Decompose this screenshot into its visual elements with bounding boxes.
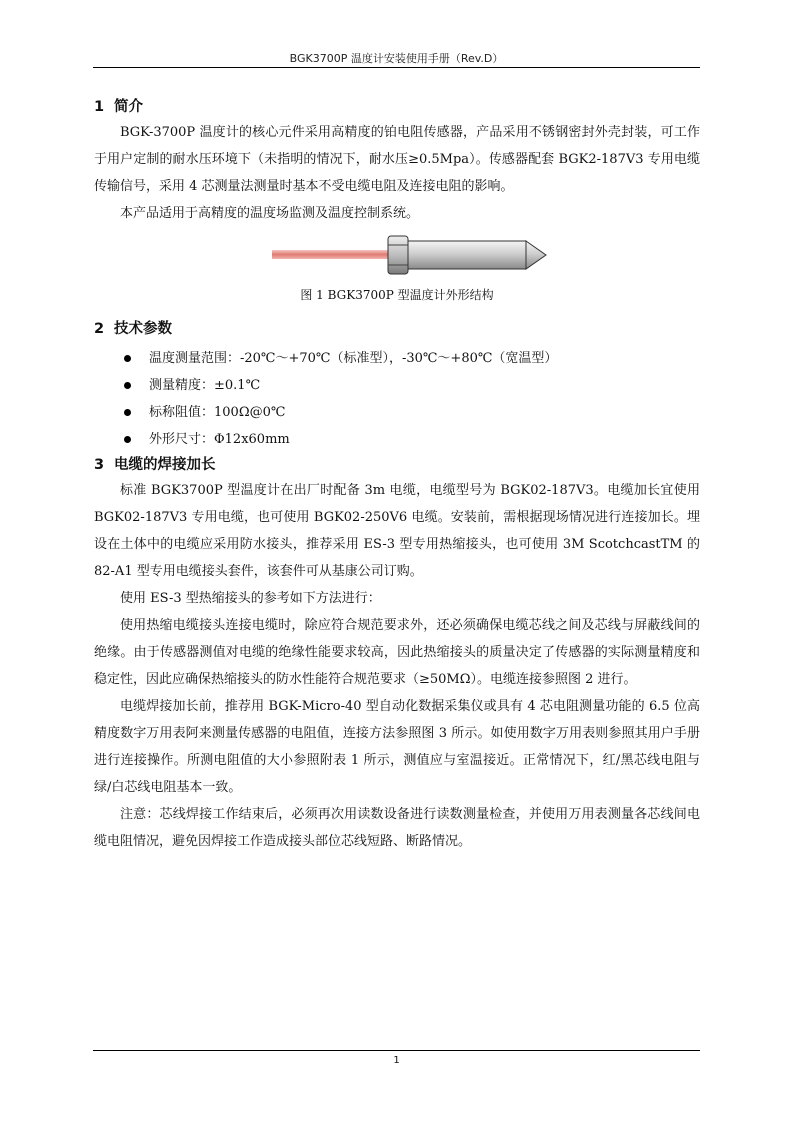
- spec-text: 温度测量范围：-20℃～+70℃（标准型），-30℃～+80℃（宽温型）: [149, 351, 558, 366]
- bullet-icon: [124, 382, 131, 389]
- specs-list: [94, 345, 700, 453]
- spec-text: 标称阻值：100Ω@0℃: [149, 405, 286, 420]
- section-title: 简介: [114, 99, 143, 115]
- footer-rule: [93, 1050, 700, 1051]
- section-number: 3: [94, 457, 105, 473]
- document-body: [94, 95, 700, 855]
- bullet-icon: [124, 436, 131, 443]
- section-heading-intro: [94, 95, 700, 119]
- section-title: 电缆的焊接加长: [114, 457, 216, 473]
- spec-text: 测量精度：±0.1℃: [149, 378, 261, 393]
- section-heading-specs: [94, 317, 700, 341]
- cable-shape: [272, 250, 388, 259]
- cable-paragraph-2: 使用 ES-3 型热缩接头的参考如下方法进行：: [120, 591, 381, 606]
- page-number: 1: [393, 1055, 400, 1066]
- cable-paragraph-3: 使用热缩电缆接头连接电缆时，除应符合规范要求外，还必须确保电缆芯线之间及芯线与屏蔽线间的绝缘。由于传感器测值对电缆的绝缘性能要求较高，因此热缩接头的质量决定了传感器的实际测量精度和稳定性，因此应确保热缩接头的防水性能符合规范要求（≥50MΩ）。电缆连接参照图 2 进行。: [94, 618, 700, 687]
- section-title: 技术参数: [114, 321, 172, 337]
- figure-1: [94, 231, 700, 279]
- intro-paragraph-2: 本产品适用于高精度的温度场监测及温度控制系统。: [120, 206, 420, 221]
- list-item: [94, 345, 700, 372]
- list-item: [94, 426, 700, 453]
- cable-paragraph-1: 标准 BGK3700P 型温度计在出厂时配备 3m 电缆，电缆型号为 BGK02-187V3。电缆加长宜使用 BGK02-187V3 专用电缆，也可使用 BGK02-250V6 电缆。安装前，需根据现场情况进行连接加长。埋设在土体中的电缆应采用防水接头，推荐采用 ES-3 型专用热缩接头，也可使用 3M ScotchcastTM 的 82-A1 型专用电缆接头套件，该套件可从基康公司订购。: [94, 483, 700, 579]
- section-number: 1: [94, 99, 105, 115]
- intro-paragraph-1: BGK-3700P 温度计的核心元件采用高精度的铂电阻传感器，产品采用不锈钢密封外壳封装，可工作于用户定制的耐水压环境下（未指明的情况下，耐水压≥0.5Mpa）。传感器配套 BGK2-187V3 专用电缆传输信号，采用 4 芯测量法测量时基本不受电缆电阻及连接电阻的影响。: [94, 125, 700, 194]
- bullet-icon: [124, 355, 131, 362]
- sensor-body-shape: [408, 241, 526, 269]
- section-heading-cable: [94, 453, 700, 477]
- gland-nut-shape: [388, 236, 408, 274]
- section-number: 2: [94, 321, 105, 337]
- cable-paragraph-5: 注意：芯线焊接工作结束后，必须再次用读数设备进行读数测量检查，并使用万用表测量各芯线间电缆电阻情况，避免因焊接工作造成接头部位芯线短路、断路情况。: [94, 807, 700, 849]
- thermometer-illustration: [94, 231, 700, 279]
- header-rule: [93, 67, 700, 68]
- list-item: [94, 399, 700, 426]
- figure-1-caption: 图 1 BGK3700P 型温度计外形结构: [300, 288, 494, 302]
- bullet-icon: [124, 409, 131, 416]
- sensor-tip-shape: [526, 241, 546, 269]
- page-header: BGK3700P 温度计安装使用手册（Rev.D）: [289, 52, 504, 65]
- cable-paragraph-4: 电缆焊接加长前，推荐用 BGK-Micro-40 型自动化数据采集仪或具有 4 芯电阻测量功能的 6.5 位高精度数字万用表阿来测量传感器的电阻值，连接方法参照图 3 所示。如使用数字万用表则参照其用户手册进行连接操作。所测电阻值的大小参照附表 1 所示，测值应与室温接近。正常情况下，红/黑芯线电阻与绿/白芯线电阻基本一致。: [94, 699, 700, 795]
- list-item: [94, 372, 700, 399]
- spec-text: 外形尺寸：Φ12x60mm: [149, 432, 290, 447]
